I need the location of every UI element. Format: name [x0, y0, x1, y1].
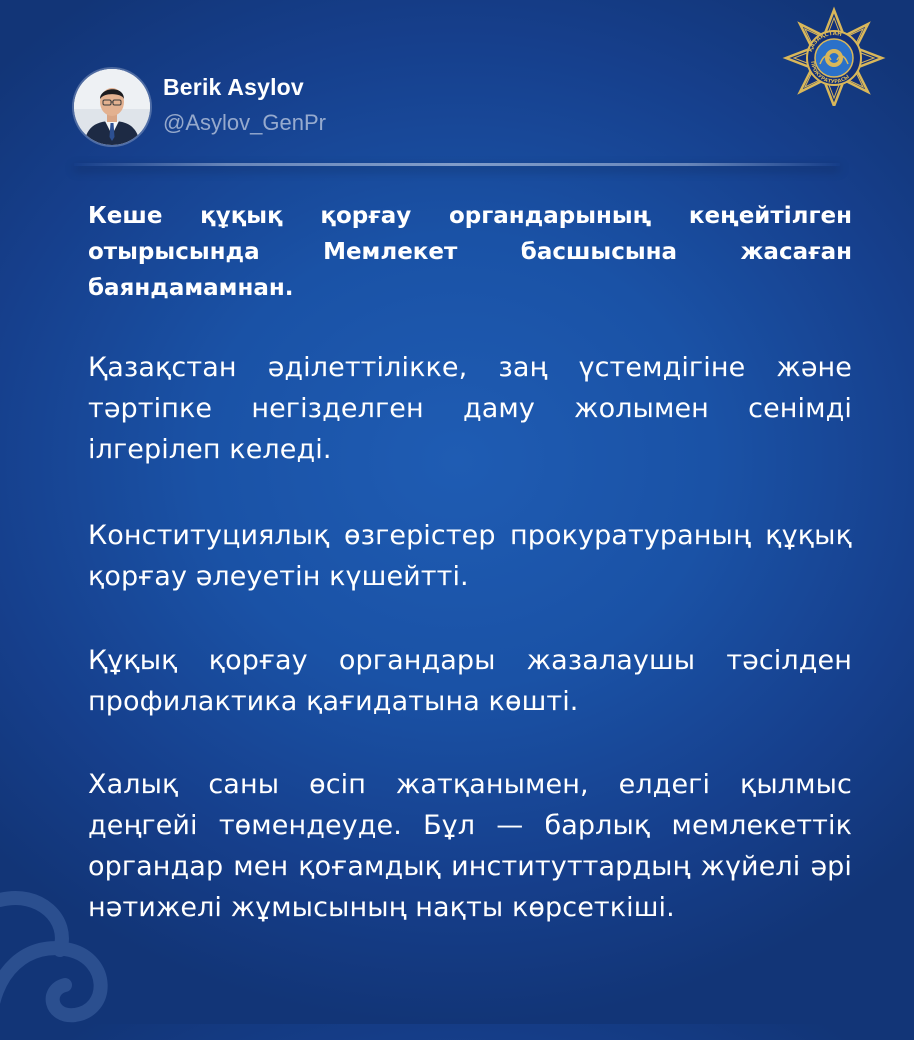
svg-text:ҚАЗАҚСТАН: ҚАЗАҚСТАН	[807, 30, 843, 53]
paragraph-2: Конституциялық өзгерістер прокуратураның құқық қорғау әлеуетін күшейтті.	[88, 520, 852, 592]
header-divider	[74, 163, 840, 166]
author-handle[interactable]: @Asylov_GenPr	[163, 110, 326, 135]
ornament-icon	[0, 860, 160, 1040]
svg-text:ПРОКУРАТУРАСЫ: ПРОКУРАТУРАСЫ	[808, 60, 851, 86]
avatar[interactable]	[74, 69, 150, 145]
paragraph-4: Халық саны өсіп жатқанымен, елдегі қылмыс деңгейі төмендеуде. Бұл — барлық мемлекеттік органдар мен қоғамдық институттардың жүйелі әрі нәтижелі жұмысының нақты көрсеткіші.	[88, 769, 852, 923]
paragraph-3: Құқық қорғау органдары жазалаушы тәсілден профилактика қағидатына көшті.	[88, 645, 852, 717]
author-name[interactable]: Berik Asylov	[163, 74, 304, 100]
person-avatar-icon	[74, 69, 150, 145]
prosecutor-emblem-icon	[776, 6, 892, 106]
lead-text: Кеше құқық қорғау органдарының кеңейтілген отырысында Мемлекет басшысына жасаған баяндамамнан.	[88, 203, 852, 301]
paragraph-1: Қазақстан әділеттілікке, заң үстемдігіне және тәртіпке негізделген даму жолымен сенімді ілгерілеп келеді.	[88, 352, 852, 465]
